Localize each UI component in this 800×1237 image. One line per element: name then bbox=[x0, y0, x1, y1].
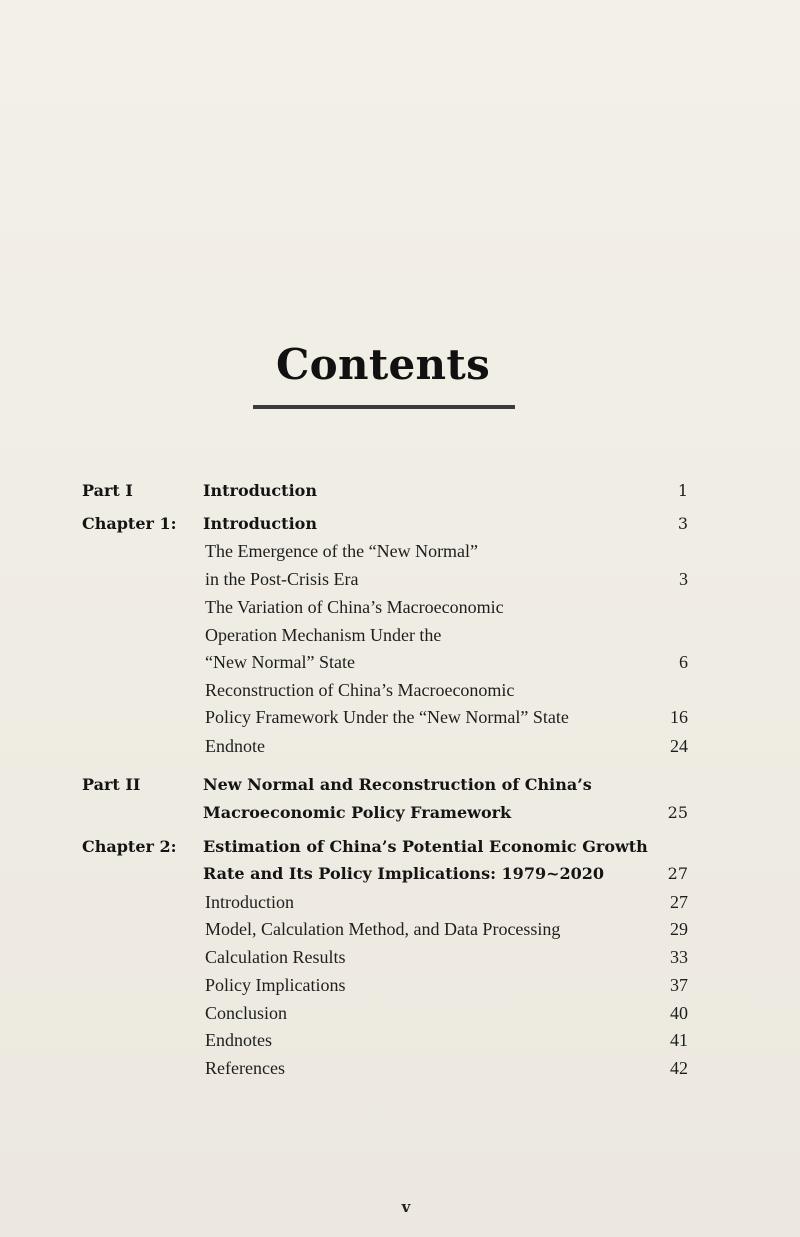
page-number: 33 bbox=[670, 947, 688, 967]
page-number: 29 bbox=[670, 919, 688, 939]
page-number: 41 bbox=[670, 1030, 688, 1050]
section-title-line: Calculation Results bbox=[205, 947, 346, 967]
chapter-title-line: Rate and Its Policy Implications: 1979~2020 bbox=[203, 864, 605, 883]
page-number: 6 bbox=[679, 652, 688, 672]
section-title-line: in the Post-Crisis Era bbox=[205, 569, 359, 589]
page-number: 3 bbox=[679, 569, 688, 589]
section-title-line: Reconstruction of China’s Macroeconomic bbox=[205, 680, 515, 700]
section-title-line: Model, Calculation Method, and Data Processing bbox=[205, 919, 561, 939]
part-title-line: New Normal and Reconstruction of China’s bbox=[203, 775, 592, 794]
chapter-title-line: Estimation of China’s Potential Economic Growth bbox=[203, 837, 648, 856]
section-title-line: Policy Framework Under the “New Normal” State bbox=[205, 707, 569, 727]
page-title: Contents bbox=[275, 340, 491, 389]
section-title-line: “New Normal” State bbox=[205, 652, 355, 672]
section-title-line: The Emergence of the “New Normal” bbox=[205, 541, 479, 561]
section-title-line: Introduction bbox=[205, 892, 294, 912]
section-title-line: Policy Implications bbox=[205, 975, 346, 995]
part-label: Part I bbox=[82, 481, 133, 500]
page-number: 1 bbox=[677, 481, 688, 500]
section-title-line: Endnote bbox=[205, 736, 265, 756]
page-number: 40 bbox=[670, 1003, 688, 1023]
chapter-title: Introduction bbox=[203, 514, 317, 533]
page-number: 25 bbox=[667, 803, 688, 822]
page-number: 3 bbox=[677, 514, 688, 533]
page-number: 16 bbox=[670, 707, 688, 727]
chapter-label: Chapter 2: bbox=[82, 837, 177, 856]
part-title: Introduction bbox=[203, 481, 317, 500]
page-number: 42 bbox=[670, 1058, 688, 1078]
section-title-line: The Variation of China’s Macroeconomic bbox=[205, 597, 504, 617]
part-title-line: Macroeconomic Policy Framework bbox=[203, 803, 512, 822]
part-label: Part II bbox=[82, 775, 141, 794]
section-title-line: Conclusion bbox=[205, 1003, 288, 1023]
chapter-label: Chapter 1: bbox=[82, 514, 177, 533]
section-title-line: Endnotes bbox=[205, 1030, 272, 1050]
page-number: 37 bbox=[670, 975, 688, 995]
page-number: 27 bbox=[670, 892, 688, 912]
section-title-line: Operation Mechanism Under the bbox=[205, 625, 442, 645]
page-number: 24 bbox=[670, 736, 688, 756]
section-title-line: References bbox=[205, 1058, 285, 1078]
page-number: 27 bbox=[667, 864, 688, 883]
title-rule bbox=[253, 405, 515, 409]
folio-page-number: v bbox=[401, 1198, 411, 1216]
